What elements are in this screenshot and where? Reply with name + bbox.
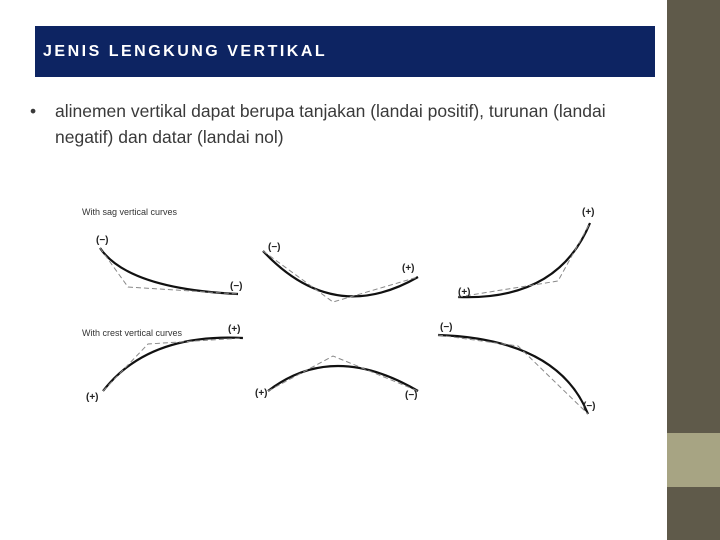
vertical-curves-figure xyxy=(78,201,609,428)
side-strip-top xyxy=(667,0,720,433)
sign-sag2-end: (+) xyxy=(402,263,415,274)
vertical-curves-diagram xyxy=(78,201,609,428)
sag-curve-2 xyxy=(263,251,418,296)
bullet-text: alinemen vertikal dapat berupa tanjakan (landai positif), turunan (landai negatif) dan datar (landai nol) xyxy=(55,101,606,147)
crest-curve-1 xyxy=(103,338,243,391)
slide-title: JENIS LENGKUNG VERTIKAL xyxy=(43,42,328,60)
sign-crest1-start: (+) xyxy=(86,392,99,403)
side-strip-middle xyxy=(667,433,720,487)
sag-tangent-3 xyxy=(458,223,590,297)
sag-tangent-2 xyxy=(263,251,418,302)
sign-crest3-start: (−) xyxy=(440,322,453,333)
sign-crest3-end: (−) xyxy=(583,401,596,412)
sign-crest1-end: (+) xyxy=(228,324,241,335)
crest-curves-label: With crest vertical curves xyxy=(82,328,183,338)
sign-sag1-start: (−) xyxy=(96,235,109,246)
sign-sag1-end: (−) xyxy=(230,281,243,292)
crest-curve-3 xyxy=(438,335,588,414)
crest-tangent-2 xyxy=(268,356,418,391)
sign-sag2-start: (−) xyxy=(268,242,281,253)
title-bar xyxy=(35,26,655,77)
sign-crest2-start: (+) xyxy=(255,388,268,399)
bullet-marker: • xyxy=(30,101,37,121)
side-strip-bottom xyxy=(667,487,720,540)
sign-sag3-start: (+) xyxy=(458,287,471,298)
sign-crest2-end: (−) xyxy=(405,390,418,401)
bullet-item xyxy=(30,98,630,150)
crest-tangent-1 xyxy=(103,338,243,391)
sag-tangent-1 xyxy=(100,248,238,294)
sag-curves-label: With sag vertical curves xyxy=(82,207,178,217)
sign-sag3-end: (+) xyxy=(582,207,595,218)
sag-curve-1 xyxy=(100,248,238,294)
